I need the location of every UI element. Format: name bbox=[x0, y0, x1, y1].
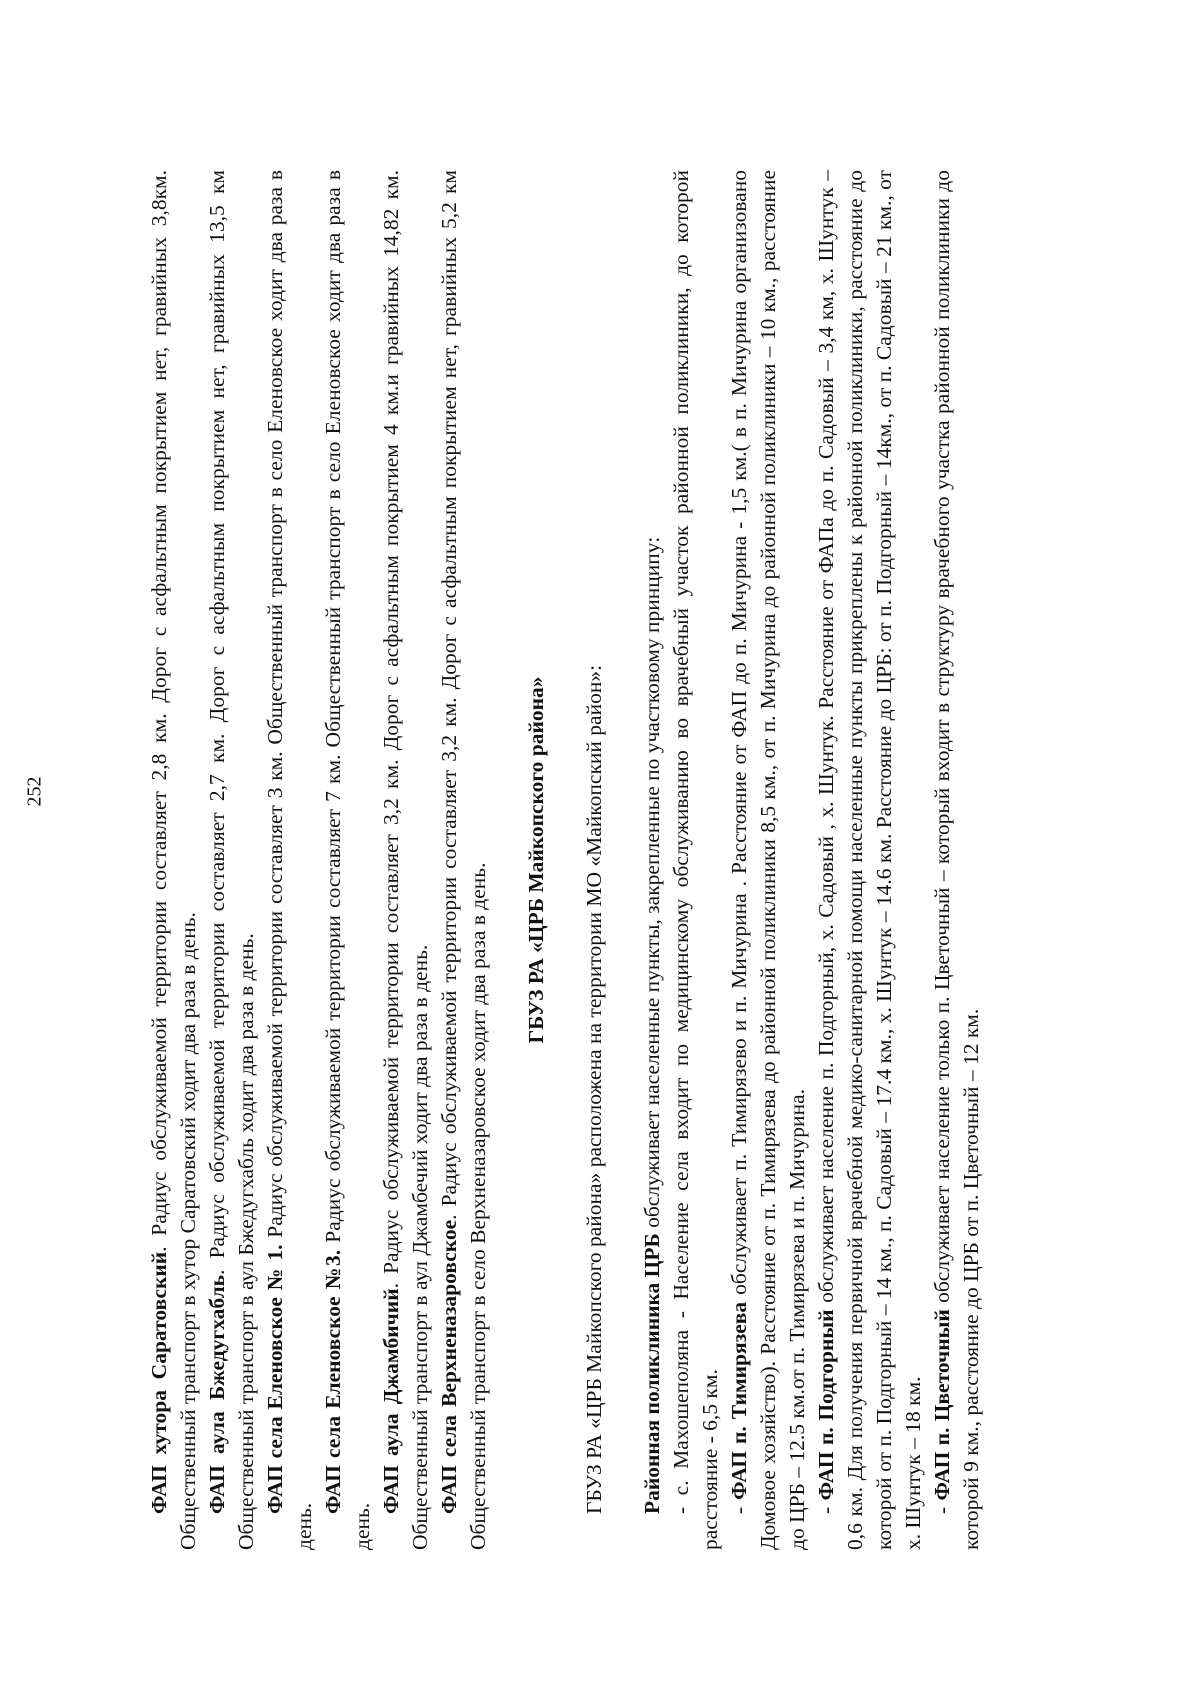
fap-title: ФАП п. Подгорный bbox=[814, 1309, 838, 1501]
intro-paragraph: ГБУЗ РА «ЦРБ Майкопского района» расположена на территории МО «Майкопский район»: bbox=[582, 664, 606, 1514]
paragraph-fap-dzhambichiy bbox=[377, 170, 435, 1550]
polyclinic-title: Районная поликлиника ЦРБ bbox=[640, 1233, 664, 1514]
fap-title: ФАП п. Цветочный bbox=[930, 1309, 954, 1501]
fap-text: Радиус обслуживаемой территории составляет 3 км. Общественный транспорт в село Еленовское ходит два раза в день. bbox=[263, 170, 316, 1550]
paragraph-makhoshepolyana bbox=[667, 170, 725, 1550]
fap-title: ФАП п. Тимирязева bbox=[727, 1301, 751, 1500]
fap-text: . Радиус обслуживаемой территории составляет 2,8 км. Дорог с асфальтным покрытием нет, гравийных 3,8км. Общественный транспорт в хутор Саратовский ходит два раза в день. bbox=[147, 170, 200, 1550]
paragraph-fap-verkhnenazarovskoe bbox=[435, 170, 493, 1550]
fap-text: . Радиус обслуживаемой территории составляет 3,2 км. Дорог с асфальтным покрытием нет, гравийных 5,2 км Общественный транспорт в село Верхненазаровское ходит два раза в день. bbox=[437, 170, 490, 1550]
page-number: 252 bbox=[23, 776, 46, 807]
fap-title: ФАП аула Бжедугхабль bbox=[205, 1275, 229, 1514]
fap-text: . Радиус обслуживаемой территории составляет 3,2 км. Дорог с асфальтным покрытием 4 км.и гравийных 14,82 км. Общественный транспорт в аул Джамбечий ходит два раза в день. bbox=[379, 170, 432, 1550]
fap-text: . Радиус обслуживаемой территории составляет 2,7 км. Дорог с асфальтным покрытием нет, гравийных 13,5 км Общественный транспорт в аул Бжедугхабль ходит два раза в день. bbox=[205, 170, 258, 1550]
fap-title: ФАП аула Джамбичий bbox=[379, 1288, 403, 1514]
paragraph-fap-podgorny: - ФАП п. Подгорный обслуживает население п. Подгорный, х. Садовый , х. Шунтук. Расстояние от ФАПа до п. Садовый – 3,4 км, х. Шунтук – 0,6 км. Для получения первичной врачебной медико-санитарной помощи населенные пункты прикреплены к районной поликлиники, расстояние до которой от п. Подгорный – 14 км., п. Садовый – 17.4 км., х. Шунтук – 14.6 км. Расстояние до ЦРБ: от п. Подгорный – 14км., от п. Садовый – 21 км., от х. Шунтук – 18 км. bbox=[814, 170, 925, 1550]
fap-text: обслуживает п. Тимирязево и п. Мичурина . Расстояние от ФАП до п. Мичурина - 1,5 км.( в п. Мичурина организовано Домовое хозяйство). Расстояние от п. Тимирязева до районной поликлиники 8,5 км., от п. Мичурина до районной поликлиники – 10 км., расстояние до ЦРБ – 12.5 км.от п. Тимирязева и п. Мичурина. bbox=[727, 170, 809, 1550]
fap-text: обслуживает население п. Подгорный, х. Садовый , х. Шунтук. Расстояние от ФАПа до п. Садовый – 3,4 км, х. Шунтук – 0,6 км. Для получения первичной врачебной медико-санитарной помощи населенные пункты прикреплены к районной поликлиники, расстояние до которой от п. Подгорный – 14 км., п. Садовый – 17.4 км., х. Шунтук – 14.6 км. Расстояние до ЦРБ: от п. Подгорный – 14км., от п. Садовый – 21 км., от х. Шунтук – 18 км. bbox=[814, 170, 925, 1550]
paragraph-fap-saratovsky bbox=[145, 170, 203, 1550]
paragraph-fap-tsvetochny: - ФАП п. Цветочный обслуживает население только п. Цветочный – который входит в структуру врачебного участка районной поликлиники до которой 9 км., расстояние до ЦРБ от п. Цветочный – 12 км. bbox=[930, 170, 983, 1550]
fap-text: Радиус обслуживаемой территории составляет 7 км. Общественный транспорт в село Еленовское ходит два раза в день. bbox=[321, 169, 374, 1550]
fap-text: обслуживает население только п. Цветочный – который входит в структуру врачебного участка районной поликлиники до которой 9 км., расстояние до ЦРБ от п. Цветочный – 12 км. bbox=[930, 170, 983, 1550]
section-heading: ГБУЗ РА «ЦРБ Майкопского района» bbox=[524, 676, 548, 1044]
polyclinic-text: обслуживает населенные пункты, закрепленные по участковому принципу: bbox=[640, 536, 664, 1234]
paragraph-fap-bzhedugkhabl bbox=[203, 170, 261, 1550]
paragraph-fap-elenovskoe-1 bbox=[261, 170, 319, 1550]
paragraph-district-polyclinic bbox=[638, 170, 667, 1550]
fap-title: ФАП хутора Саратовский bbox=[147, 1251, 171, 1514]
fap-title: ФАП села Верхненазаровское bbox=[437, 1219, 461, 1514]
fap-title: ФАП села Еленовское №3. bbox=[321, 1249, 345, 1514]
item-text: - с. Махошеполяна - Население села входит по медицинскому обслуживанию во врачебный участок районной поликлиники, до которой расстояние - 6,5 км. bbox=[669, 170, 722, 1550]
paragraph-fap-elenovskoe-3 bbox=[319, 170, 377, 1550]
fap-title: ФАП села Еленовское № 1. bbox=[263, 1244, 287, 1514]
paragraph-fap-timiryazeva: - ФАП п. Тимирязева обслуживает п. Тимирязево и п. Мичурина . Расстояние от ФАП до п. Мичурина - 1,5 км.( в п. Мичурина организовано Домовое хозяйство). Расстояние от п. Тимирязева до районной поликлиники 8,5 км., от п. Мичурина до районной поликлиники – 10 км., расстояние до ЦРБ – 12.5 км.от п. Тимирязева и п. Мичурина. bbox=[727, 170, 809, 1550]
document-body bbox=[145, 170, 986, 1550]
